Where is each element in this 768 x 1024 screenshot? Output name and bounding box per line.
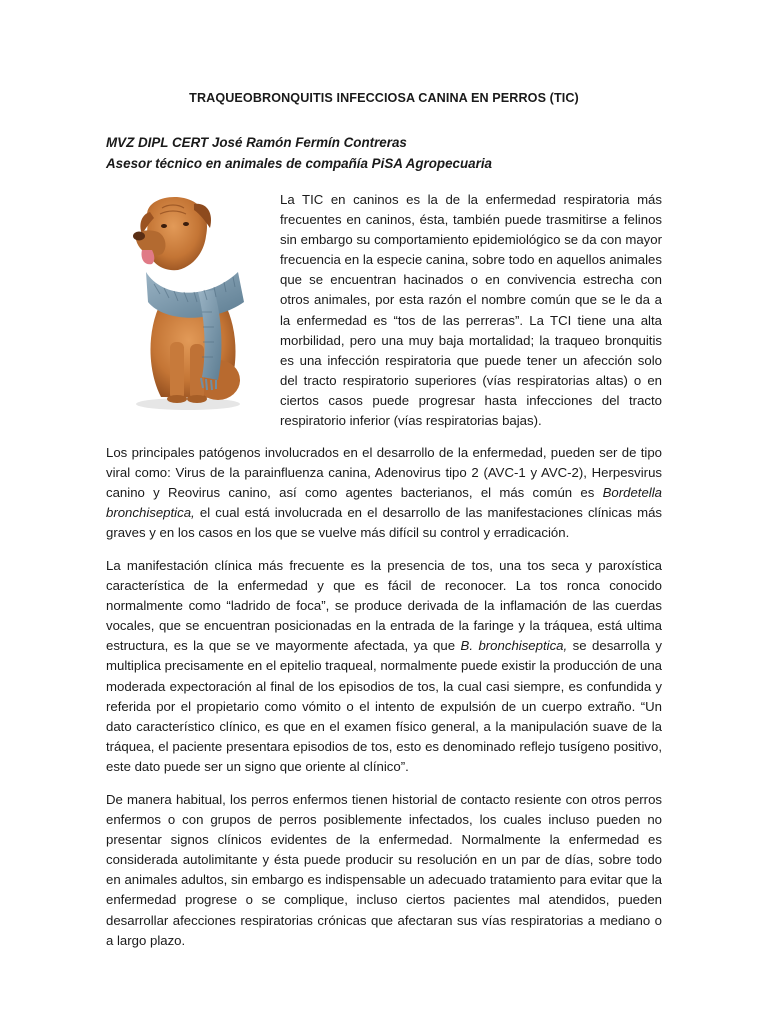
document-title: TRAQUEOBRONQUITIS INFECCIOSA CANINA EN PERROS (TIC) <box>189 91 579 105</box>
clinical-text-b: se desarrolla y multiplica precisamente en el epitelio traqueal, normalmente puede existir la producción de una moderada expectoración al final de los episodios de tos, la cual casi siempre, es confundida y referida por el propietario como vómito o el intento de expulsión de un cuerpo extraño. “Un dato característico clínico, es que en el examen físico general, a la manipulación suave de la tráquea, el paciente presentara episodios de tos, esto es denominado reflejo tusígeno positivo, este dato puede ser un signo que oriente al clínico”. <box>106 638 663 774</box>
clinical-text-a: La manifestación clínica más frecuente es la presencia de tos, una tos seca y paroxística característica de la enfermedad y que es fácil de reconocer. La tos ronca conocido normalmente como “ladrido de foca”, se produce derivada de la inflamación de las cuerdas vocales, que se encuentran posicionadas en la entrada de la faringe y la tráquea, está ultima estructura, es la que se ve mayormente afectada, ya que <box>106 558 662 654</box>
pathogens-paragraph <box>106 443 662 543</box>
dog-with-scarf-photo <box>106 192 250 414</box>
history-paragraph <box>106 790 662 951</box>
clinical-paragraph <box>106 556 662 777</box>
author-name: MVZ DIPL CERT José Ramón Fermín Contreras <box>106 135 407 150</box>
pathogens-text-b: el cual está involucrada en el desarrollo de las manifestaciones clínicas más graves y en los casos en los que se vuelve más difícil su control y erradicación. <box>106 505 662 541</box>
history-text: De manera habitual, los perros enfermos tienen historial de contacto resiente con otros perros enfermos o con grupos de perros posiblemente infectados, los cuales incluso pueden no presentar signos clínicos evidentes de la enfermedad. Normalmente la enfermedad es considerada autolimitante y ésta puede producir su resolución en un par de días, sobre todo en animales adultos, sin embargo es indispensable un adecuado tratamiento para evitar que la enfermedad progrese o se complique, incluso ciertos pacientes mal atendidos, pueden desarrollar afecciones respiratorias crónicas que afectaran sus vías respiratorias a mediano o a largo plazo. <box>106 792 662 948</box>
pathogens-text-a: Los principales patógenos involucrados en el desarrollo de la enfermedad, pueden ser de tipo viral como: Virus de la parainfluenza canina, Adenovirus tipo 2 (AVC-1 y AVC-2), Herpesvirus canino y Reovirus canino, así como agentes bacterianos, el más común es <box>106 445 662 501</box>
intro-text: La TIC en caninos es la de la enfermedad respiratoria más frecuentes en caninos, ésta, también puede trasmitirse a felinos sin embargo su comportamiento epidemiológico se da con mayor frecuencia en la especie canina, sobre todo en aquellos animales que se encuentran hacinados o en convivencia estrecha con otros animales, por esta razón el nombre común que se le da a la enfermedad es “tos de las perreras”. La TCI tiene una alta morbilidad, pero una muy baja mortalidad; la traqueo bronquitis es una infección respiratoria que puede tener un afección solo del tracto respiratorio superiores (vías respiratorias altas) o en ciertos casos puede progresar hasta infecciones del tracto respiratorio inferior (vías respiratorias bajas). <box>280 192 662 429</box>
author-block <box>106 132 492 174</box>
author-affiliation: Asesor técnico en animales de compañía PiSA Agropecuaria <box>106 156 492 171</box>
pathogens-text-italic: Bordetella bronchiseptica, <box>106 485 662 521</box>
clinical-text-italic: B. bronchiseptica, <box>460 638 568 654</box>
intro-paragraph <box>280 190 662 431</box>
